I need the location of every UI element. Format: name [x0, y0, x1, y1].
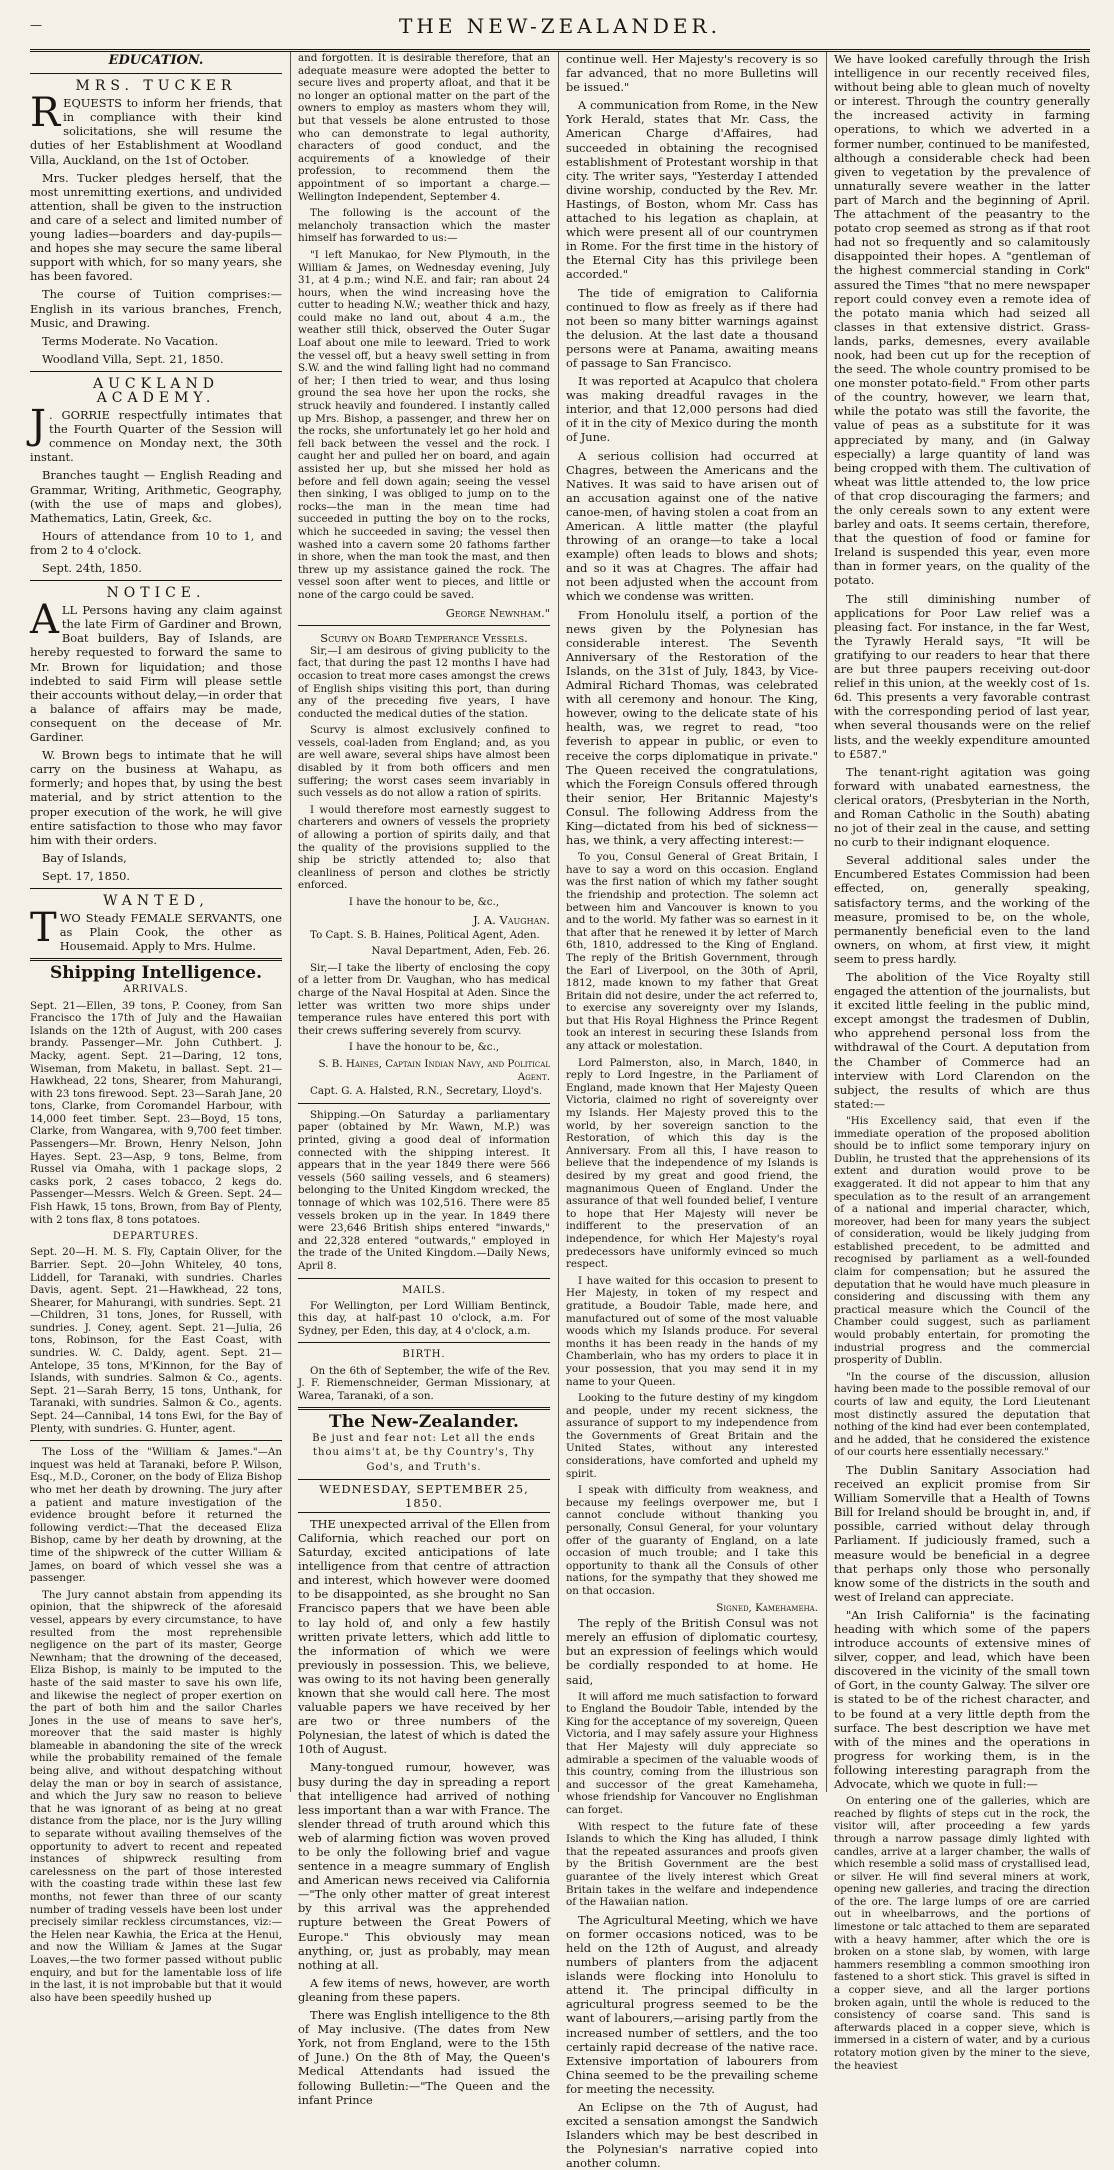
column-2 [298, 52, 550, 2107]
leader-para: The abolition of the Vice Royalty still engaged the attention of the journalists, but it excited little feeling in the public mind, except amongst the tradesmen of Dublin, who apprehend personal loss from the withdrawal of the Court. A deputation from the Chamber of Commerce had an interview with Lord Clarendon on the subject, the results of which are thus stated:— [834, 970, 1090, 1111]
column-3 [566, 52, 819, 2170]
loss-article: The Loss of the "William & James."—An inquest was held at Taranaki, before P. Wilson, Esq., M.D., Coroner, on the body of Eliza Bishop who met her death by drowning. The jury after a patient and mature investigation of the evidence brought before it returned the following verdict:—That the deceased Eliza Bishop, came by her death by drowning, at the time of the shipwreck of the cutter William & James, on board of which vessel she was a passenger. [30, 1446, 282, 1585]
dateline: WEDNESDAY, SEPTEMBER 25, 1850. [298, 1479, 550, 1513]
arrivals-heading: ARRIVALS. [123, 984, 189, 996]
leader-para: There was English intelligence to the 8th of May inclusive. (The dates from New York, not from England, were to the 15th of June.) On the 8th of May, the Queen's Medical Attendants had issued the following Bulletin:—"The Queen and the infant Prince [298, 2008, 550, 2107]
article-para: I have the honour to be, &c., [348, 1041, 500, 1054]
article-para: Sir,—I take the liberty of enclosing the copy of a letter from Dr. Vaughan, who has medical charge of the Naval Hospital at Aden. Since the letter was written two more ships under temperance rules have entered this port with their crews suffering severely from scurvy. [298, 961, 550, 1037]
leader-para: We have looked carefully through the Irish intelligence in our recently received files, without being able to glean much of novelty or interest. Through the country generally the increased activity in farming operations, to which we adverted in a former number, continued to be manifested, although a considerable check had been given to vegetation by the prevalence of unnaturally severe weather in the latter part of March and the beginning of April. The attachment of the peasantry to the potato crop seemed as strong as if that root had not so frequently and so calamitously disappointed their hopes. A "gentleman of the highest commercial standing in Cork" assured the Times "that no mere newspaper report could convey even a remote idea of the potato mania which had seized all classes in that extensive district. Grass-lands, parks, demesnes, every available nook, had been cut up for the reception of the seed. The whole country promised to be one monster potato-field." From other parts of the country, however, we learn that, while the potato was still the favorite, the value of peas as a substitute for it was appreciated by many, and (in Galway especially) a large quantity of land was being cropped with them. The cultivation of wheat was little attended to, the low price of that crop discouraging the farmers; and the only cereals sown to any extent were barley and oats. It seems certain, therefore, that the question of food or famine for Ireland is suspended this year, even more than in former years, on the quality of the potato. [834, 52, 1090, 588]
education-heading: EDUCATION. [108, 53, 204, 68]
article-para: I have the honour to be, &c., [348, 896, 500, 908]
leader-para: THE unexpected arrival of the Ellen from California, which reached our port on Saturday, excited anticipations of late intelligence from that centre of attraction and interest, which however were doomed to be disappointed, as she brought no San Francisco papers that we have been able to lay hold of, and only a few hastily written private letters, which add little to the information of which we were previously in possession. This, we believe, was owing to its not having been generally known that she would call here. The most valuable papers we have received by her are two or three numbers of the Polynesian, the latest of which is dated the 10th of August. [298, 1516, 550, 1757]
tucker-para: Terms Moderate. No Vacation. [42, 333, 219, 348]
leader-para: A serious collision had occurred at Chagres, between the Americans and the Natives. It was said to have arisen out of an accusation against one of the native canoe-men, of having stolen a coat from an American. A little matter (the playful throwing of an orange—to take a local example) often leads to blows and shots; and so it was at Chagres. The affair had not been adjusted when the account from which we condense was written. [566, 448, 818, 604]
arrivals-list: Sept. 21—Ellen, 39 tons, P. Cooney, from San Francisco the 17th of July and the Hawaiian Islands on the 12th of August, with 200 cases brandy. Passenger—Mr. John Cuthbert. J. Macky, agent. Sept. 21—Daring, 12 tons, Wiseman, from Maketu, in ballast. Sept. 21—Hawkhead, 22 tons, Shearer, from Mahurangi, with 23 tons firewood. Sept. 23—Sarah Jane, 20 tons, Clarke, from Coromandel Harbour, with 14,000 feet timber. Sept. 23—Boyd, 15 tons, Clarke, from Wangarea, with 9,700 feet timber. Passengers—Mr. Brown, Henry Nelson, John Hayes. Sept. 23—Asp, 9 tons, Belme, from Russel via Omaha, with 1 package slops, 2 casks pork, 2 cases tobacco, 2 kegs do. Passenger—Messrs. Welch & Green. Sept. 24—Fish Hawk, 15 tons, Brown, from Bay of Plenty, with 2 tons flax, 8 tons potatoes. [30, 999, 282, 1226]
departures-list: Sept. 20—H. M. S. Fly, Captain Oliver, for the Barrier. Sept. 20—John Whiteley, 40 tons, Liddell, for Taranaki, with sundries. Charles Davis, agent. Sept. 21—Hawkhead, 22 tons, Shearer, for Mahurangi, with sundries. Sept. 21—Children, 31 tons, Jones, for Russell, with sundries. J. Coney, agent. Sept. 21—Julia, 26 tons, Robinson, for the East Coast, with sundries. W. C. Daldy, agent. Sept. 21—Antelope, 35 tons, M'Kinnon, for the Bay of Islands, with sundries. Salmon & Co., agents. Sept. 21—Sarah Berry, 15 tons, Unthank, for Taranaki, with sundries. Salmon & Co., agents. Sept. 24—Cannibal, 14 tons Ewi, for the Bay of Plenty, with sundries. G. Hunter, agent. [30, 1246, 282, 1435]
address-para: Lord Palmerston, also, in March, 1840, in reply to Lord Ingestre, in the Parliament of England, made known that Her Majesty Queen Victoria, claimed no right of sovereignty over my Islands. Her Majesty proved this to the world, by her sovereign sanction to the Restoration, of which this day is the Anniversary. From all this, I have reason to believe that the independence of my Islands is desired by my great and good friend, the magnanimous Queen of England. Under the assurance of that well founded belief, I venture to hope that Her Majesty will never be indifferent to the preservation of an independence, for which Her Majesty's royal predecessors have uniformly evinced so much respect. [566, 1056, 818, 1271]
running-head-mark: — [30, 18, 42, 32]
academy-para: J . GORRIE respectfully intimates that the Fourth Quarter of the Session will commence on Monday next, the 30th instant. [30, 402, 282, 465]
reply-para: It will afford me much satisfaction to forward to England the Boudoir Table, intended by the King for the acceptance of my sovereign, Queen Victoria, and I may safely assure your Highness that Her Majesty will duly appreciate so admirable a specimen of the valuable woods of this country, coming from the illustrious son and successor of the great Kamehameha, whose friendship for Vancouver no Englishman can forget. [566, 1690, 818, 1816]
address-para: Looking to the future destiny of my kingdom and people, under my recent sickness, the assurance of support to my independence from the Governments of Great Britain and the United States, without any interested considerations, have comforted and upheld my spirit. [566, 1392, 818, 1480]
leader-para: Many-tongued rumour, however, was busy during the day in spreading a report that intelligence had arrived of nothing less important than a war with France. The slender thread of truth around which this web of alarming fiction was woven proved to be only the following brief and vague sentence in a meagre summary of English and American news received via California—"The only other matter of great interest by this arrival was the apprehended rupture between the Great Powers of Europe." This obviously may mean anything, or, just as probably, may mean nothing at all. [298, 1760, 550, 1972]
quote-para: "His Excellency said, that even if the immediate operation of the proposed abolition should be to inflict some temporary injury on Dublin, he trusted that the apprehensions of its extent and duration would prove to be exaggerated. It did not appear to him that any speculation as to the result of an arrangement of a national and imperial character, which, moreover, had been for many years the subject of consideration, would be likely judging from established precedent, to be admitted and recognised by parliament as a well-founded claim for compensation; but he assured the deputation that he would have much pleasure in considering and discussing with them any practical measure which the Council of the Chamber could suggest, such as parliament would probably entertain, for promoting the industrial progress and the commercial prosperity of Dublin. [834, 1114, 1090, 1367]
article-para: The following is the account of the melancholy transaction which the master himself has forwarded to us:— [298, 207, 550, 245]
drop-cap: A [30, 597, 59, 644]
column-4 [834, 52, 1090, 2072]
column-rule [558, 52, 559, 1792]
notice-para: ALL Persons having any claim against the late Firm of Gardiner and Brown, Boat builders, Bay of Islands, are hereby requested to forward the same to Mr. Brown for liquidation; and those indebted to said Firm will please settle their accounts without delay,—in order that a balance of affairs may be made, consequent on the decease of Mr. Gardiner. [30, 597, 282, 745]
academy-date: Sept. 24th, 1850. [42, 561, 142, 575]
article-para: Scurvy is almost exclusively confined to vessels, coal-laden from England; and, as you are well aware, several ships have almost been disabled by it from both officers and men suffering; the worst cases seem invariably in such vessels as do not allow a ration of spirits. [298, 724, 550, 800]
leader-para: From Honolulu itself, a portion of the news given by the Polynesian has considerable interest. The Seventh Anniversary of the Restoration of the Islands, on the 31st of July, 1843, by Vice-Admiral Richard Thomas, was celebrated with all ceremony and honour. The King, however, owing to the delicate state of his health, was, we regret to read, "too feverish to appear in public, or even to receive the corps diplomatique in private." The Queen received the congratulations, which the Foreign Consuls offered through their senior, Her Britannic Majesty's Consul. The following Address from the King—dictated from his bed of sickness—has, we think, a very affecting interest:— [566, 607, 818, 848]
notice-para: W. Brown begs to intimate that he will carry on the business at Wahapu, as formerly; and hopes that, by using the best material, and by strict attention to the proper execution of the work, he will give entire satisfaction to those who may favor him with their orders. [30, 748, 282, 847]
academy-para: Branches taught — English Reading and Grammar, Writing, Arithmetic, Geography, (with the use of maps and globes), Mathematics, Latin, Greek, &c. [30, 468, 282, 525]
drop-cap: J [30, 402, 47, 449]
leader-para: Several additional sales under the Encumbered Estates Commission had been effected, on, generally speaking, satisfactory terms, and the working of the measure, promised to be, on the whole, permanently beneficial even to the land owners, on whom, at first view, it might seem to press hardly. [834, 853, 1090, 966]
leader-para: The tenant-right agitation was going forward with unabated earnestness, the clerical orators, (Presbyterian in the North, and Roman Catholic in the South) abating no jot of their zeal in the cause, and setting no curb to their indignant eloquence. [834, 764, 1090, 850]
notice-title: NOTICE. [106, 585, 206, 602]
wanted-title: WANTED, [103, 892, 209, 909]
motto: Be just and fear not: Let all the ends thou aims't at, be thy Country's, Thy God's, and Truth's. [312, 1433, 536, 1473]
address-para: To you, Consul General of Great Britain, I have to say a word on this occasion. England was the first nation of which my father sought the friendship and protection. The solemn act between him and Vancouver is known to you and to the world. My father was so earnest in it that after that he renewed it by letter of March 6th, 1810, addressed to the King of England. The reply of the British Government, through the Earl of Liverpool, on the 30th of April, 1812, made known to my father that Great Britain did not desire, under the act referred to, to exercise any sovereignty over my Islands, but that His Royal Highness the Prince Regent took an interest in securing these Islands from any attack or molestation. [566, 851, 819, 1053]
article-para: Shipping.—On Saturday a parliamentary paper (obtained by Mr. Wawn, M.P.) was printed, giving a good deal of information connected with the shipping interest. It appears that in the year 1849 there were 566 vessels (560 sailing vessels, and 6 steamers) belonging to the United Kingdom wrecked, the tonnage of which was 102,516. There were 85 vessels broken up in the year. In 1849 there were 23,646 British ships entered "inwards," and 22,328 entered "outwards," employed in the trade of the United Kingdom.—Daily News, April 8. [298, 1108, 550, 1272]
leader-para: An Eclipse on the 7th of August, had excited a sensation amongst the Sandwich Islanders which may be best described in the Polynesian's narrative copied into another column. [566, 2099, 818, 2170]
article-para: and forgotten. It is desirable therefore, that an adequate measure were adopted the better to secure lives and property afloat, and that it be no longer an optional matter on the part of the owners to employ as masters whom they will, but that vessels be alone entrusted to those who can demonstrate to legal authority, characters of good conduct, and the acquirements of a knowledge of their profession, to recommend them the appointment of so important a charge.—Wellington Independent, September 4. [298, 52, 550, 203]
columns-container [30, 52, 1090, 2170]
leader-para: A communication from Rome, in the New York Herald, states that Mr. Cass, the American Charge d'Affaires, had succeeded in obtaining the recognised establishment of Protestant worship in that city. The writer says, "Yesterday I attended divine worship, conducted by the Rev. Mr. Hastings, of Boston, whom Mr. Cass has attached to his legation as chaplain, at which were present all of our countrymen in Rome. For the first time in the history of the Eternal City has this privilege been accorded." [566, 98, 818, 282]
loss-article: The Jury cannot abstain from appending its opinion, that the shipwreck of the aforesaid vessel, appears by every circumstance, to have resulted from the most reprehensible negligence on the part of its master, George Newnham; that the drowning of the deceased, Eliza Bishop, is mainly to be imputed to the haste of the said master to save his own life, and likewise the neglect of proper exertion on the part of both him and the sailor Charles Jones in the use of means to save her's, moreover that the said master is highly blameable in abandoning the site of the wreck while the probability remained of the female being alive, and without despatching without delay the man or boy in search of assistance, and which the Jury saw no reason to believe that he was ignorant of as being at no great distance from the place, nor is the Jury willing to separate without availing themselves of the opportunity to advert to recent and repeated instances of shipwreck resulting from carelessness on the part of those interested with the coasting trade within these last few months, not fewer than three of our scanty number of trading vessels have been lost under precisely similar reckless circumstances, viz:—the Helen near Kawhia, the Erica at the Henui, and now the William & James at the Sugar Loaves,—the two former passed without public enquiry, and but for the lamentable loss of life in the last, it is not improbable but that it would also have been speedily hushed up [30, 1588, 282, 2004]
birth-para: On the 6th of September, the wife of the Rev. J. F. Riemenschneider, German Missionary, at Warea, Taranaki, of a son. [298, 1364, 550, 1402]
leader-para: The Dublin Sanitary Association had received an explicit promise from Sir William Somerville that a Health of Towns Bill for Ireland should be brought in, and, if possible, carried without delay through Parliament. If judiciously framed, such a measure would be beneficial in a degree that perhaps only those who personally know some of the districts in the south and west of Ireland can appreciate. [834, 1462, 1090, 1604]
drop-cap: R [30, 90, 61, 137]
scurvy-heading: Scurvy on Board Temperance Vessels. [320, 630, 528, 645]
leader-para: continue well. Her Majesty's recovery is so far advanced, that no more Bulletins will be issued." [566, 52, 818, 95]
column-rule [826, 52, 827, 1792]
mails-para: For Wellington, per Lord William Bentinck, this day, at half-past 10 o'clock, a.m. For Sydney, per Eden, this day, at 4 o'clock, a.m. [298, 1299, 550, 1337]
notice-date: Sept. 17, 1850. [42, 868, 130, 883]
article-para: Naval Department, Aden, Feb. 26. [371, 945, 550, 958]
shipping-heading: Shipping Intelligence. [50, 963, 262, 984]
column-1 [30, 52, 282, 2004]
leader-para: The still diminishing number of applications for Poor Law relief was a pleasing fact. For instance, in the far West, the Tyrawly Herald says, "It will be gratifying to our readers to hear that there are but three paupers receiving out-door relief in this union, at the weekly cost of 1s. 6d. This presents a very favorable contrast with the corresponding period of last year, when several thousands were on the relief lists, and the weekly expenditure amounted to £587." [834, 591, 1090, 761]
tucker-para: Mrs. Tucker pledges herself, that the most unremitting exertions, and undivided attention, shall be given to the instruction and care of a select and limited number of young ladies—boarders and day-pupils—and hopes she may secure the same liberal support with which, for so many years, she has been favored. [30, 170, 282, 284]
leader-para: The reply of the British Consul was not merely an effusion of diplomatic courtesy, but an expression of feelings which would be cordially responded to at home. He said, [566, 1616, 818, 1687]
article-para: Capt. G. A. Halsted, R.N., Secretary, Lloyd's. [310, 1085, 543, 1098]
masthead [30, 14, 1090, 52]
signature: S. B. Haines, Captain Indian Navy, and Political Agent. [318, 1058, 550, 1083]
birth-heading: BIRTH. [402, 1349, 446, 1361]
newspaper-title: THE NEW-ZEALANDER. [399, 14, 721, 38]
leader-para: The tide of emigration to California continued to flow as freely as if there had not been so many bitter warnings against the delusion. At the last date a thousand persons were at Panama, awaiting means of passage to San Francisco. [566, 285, 818, 370]
signature: Signed, Kamehameha. [716, 1601, 818, 1614]
departures-heading: DEPARTURES. [112, 1231, 200, 1243]
tucker-title: MRS. TUCKER [75, 78, 237, 95]
signature: J. A. Vaughan. [473, 912, 550, 927]
tucker-date: Woodland Villa, Sept. 21, 1850. [42, 351, 224, 366]
address-para: I speak with difficulty from weakness, and because my feelings overpower me, but I cannot conclude without thanking you personally, Consul General, for your voluntary offer of the guaranty of England, on a late occasion of much trouble; and I take this opportunity to thank all the Consuls of other nations, for the sympathy that they showed me on that occasion. [566, 1484, 818, 1597]
mails-heading: MAILS. [402, 1284, 446, 1296]
academy-para: Hours of attendance from 10 to 1, and from 2 to 4 o'clock. [30, 528, 282, 557]
notice-place: Bay of Islands, [42, 850, 127, 865]
article-para: Sir,—I am desirous of giving publicity to the fact, that during the past 12 months I have had occasion to treat more cases amongst the crews of English ships visiting this port, than during any of the preceding five years, I have conducted the medical duties of the station. [298, 644, 550, 720]
article-para: "I left Manukao, for New Plymouth, in the William & James, on Wednesday evening, July 31, at 4 p.m.; wind N.E. and fair; ran about 24 hours, when the wind increasing hove the cutter to heading N.W.; weather thick and hazy, could make no land out, about 4 a.m., the weather still thick, observed the Outer Sugar Loaf about one mile to leeward. Tried to work the vessel off, but a heavy swell setting in from S.W. and the wind falling light had no command of her; I then tried to wear, and thus losing ground the sea hove her upon the rocks, she struck heavily and foundered. I instantly called up Mrs. Bishop, a passenger, and threw her on the rocks, she unfortunately let go her hold and fell back between the vessel and the rock. I caught her and pulled her on board, and again assisted her up, but she missed her hold as before and fell down again; seeing the vessel then sinking, I was obliged to jump on to the rocks—the man in the mean time had succeeded in putting the boy on to the rocks, which he succeeded in saving; the vessel then washed into a cavern some 20 fathoms farther in shore, when the man took the mast, and then threw up my assistance gained the rock. The vessel soon after went to pieces, and little or none of the cargo could be saved. [298, 248, 550, 601]
column-rule [290, 52, 291, 1792]
leader-para: It was reported at Acapulco that cholera was making dreadful ravages in the interior, and that 12,000 persons had died of it in the city of Mexico during the month of June. [566, 374, 818, 445]
wanted-para: TWO Steady FEMALE SERVANTS, one as Plain Cook, the other as Housemaid. Apply to Mrs. Hulme. [30, 905, 282, 954]
tucker-para: REQUESTS to inform her friends, that in compliance with their kind solicitations, she will resume the duties of her Establishment at Woodland Villa, Auckland, on the 1st of October. [30, 90, 282, 167]
leader-para: The Agricultural Meeting, which we have on former occasions noticed, was to be held on the 12th of August, and already numbers of planters from the adjacent islands were flocking into Honolulu to attend it. The principal difficulty in agricultural progress seemed to be the want of labourers,—arising partly from the increased number of settlers, and the too certainly rapid decrease of the native race. Extensive importation of labourers from China seemed to be the prevailing scheme for meeting the necessity. [566, 1912, 818, 2096]
leader-para: "An Irish California" is the facinating heading with which some of the papers introduce accounts of extensive mines of silver, copper, and lead, which have been discovered in the vicinity of the small town of Gort, in the county Galway. The silver ore is stated to be of the richest character, and to be found at a very little depth from the surface. The best description we have met with of the mines and the operations in progress for working them, is in the following interesting paragraph from the Advocate, which we quote in full:— [834, 1607, 1090, 1792]
reply-para: With respect to the future fate of these Islands to which the King has alluded, I think that the repeated assurances and proofs given by the British Government are the best guarantee of the lively interest which Great Britain takes in the welfare and independence of the Hawaiian nation. [566, 1820, 818, 1909]
paper-title: The New-Zealander. [329, 1412, 519, 1433]
article-para: I would therefore most earnestly suggest to charterers and owners of vessels the propriety of allowing a portion of spirits daily, and that the quality of the provisions supplied to the ship be strictly attended to; also that cleanliness of person and clothes be strictly enforced. [298, 803, 550, 892]
signature: George Newnham." [445, 605, 550, 620]
quote-para: On entering one of the galleries, which are reached by flights of steps cut in the rock, the visitor will, after proceeding a few yards through a narrow passage dimly lighted with candles, arrive at a larger chamber, the walls of which resemble a solid mass of crystallised lead, or silver. He will find several miners at work, opening new galleries, and tracing the direction of the ore. The large lumps of ore are carried out in wheelbarrows, and the portions of limestone or talc attached to them are separated with a heavy hammer, after which the ore is broken on a stone slab, by women, with large hammers resembling a common smoothing iron fastened to a short stick. This gravel is sifted in a copper sieve, and all the larger portions broken again, until the whole is reduced to the consistency of coarse sand. This sand is afterwards placed in a copper sieve, which is immersed in a cistern of water, and by a curious rotatory motion given by the miner to the sieve, the heaviest [834, 1795, 1090, 2072]
drop-cap: T [30, 905, 57, 952]
academy-title: AUCKLAND ACADEMY. [93, 375, 219, 406]
quote-para: "In the course of the discussion, allusion having been made to the possible removal of our courts of law and equity, the Lord Lieutenant most distinctly assured the deputation that nothing of the kind had ever been contemplated, and he added, that he considered the existence of our courts here essentially necessary." [834, 1370, 1090, 1459]
tucker-para: The course of Tuition comprises:—English in its various branches, French, Music, and Drawing. [30, 287, 282, 330]
leader-para: A few items of news, however, are worth gleaning from these papers. [298, 1975, 550, 2004]
article-para: To Capt. S. B. Haines, Political Agent, Aden. [310, 928, 540, 941]
address-para: I have waited for this occasion to present to Her Majesty, in token of my respect and gratitude, a Boudoir Table, made here, and manufactured out of some of the most valuable woods which my Islands produce. For several months it has been ready in the hands of my Chamberlain, who has my orders to place it in your possession, that you may send it in my name to your Queen. [566, 1274, 818, 1388]
